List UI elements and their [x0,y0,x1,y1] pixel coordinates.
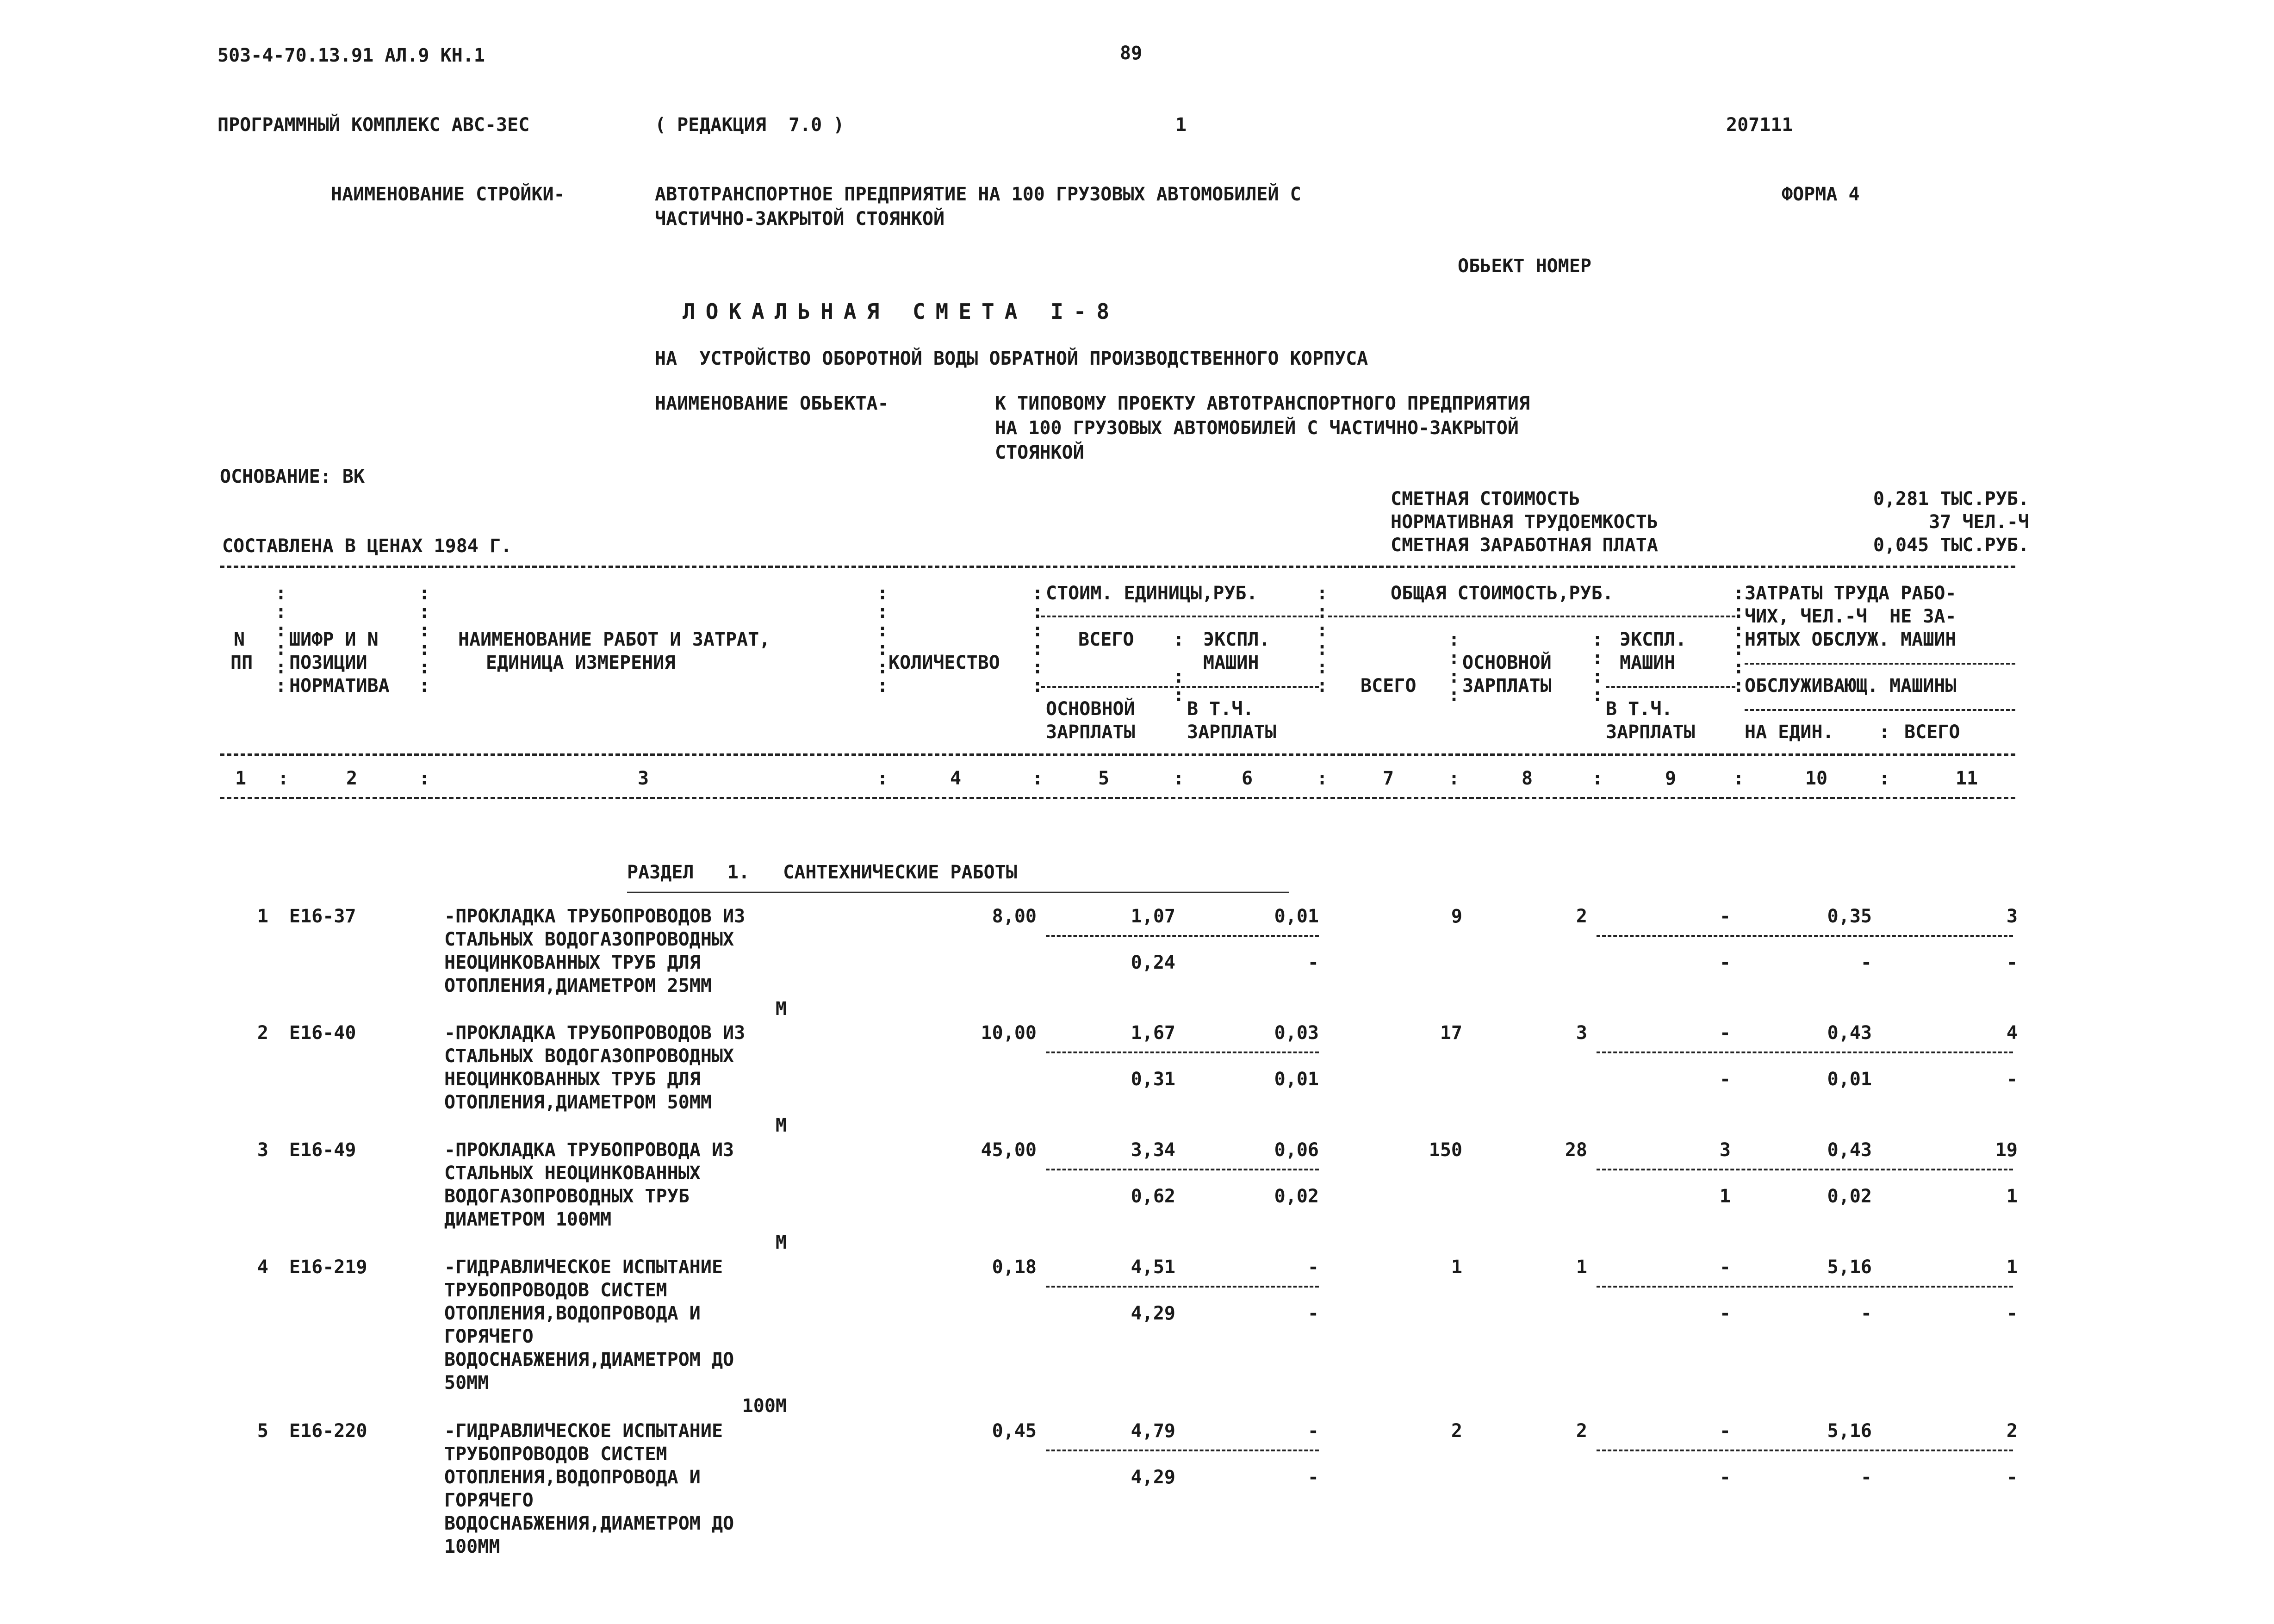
prices-year: СОСТАВЛЕНА В ЦЕНАХ 1984 Г. [222,535,512,557]
row-unit-salary: 0,31 [1131,1069,1175,1090]
row-total-basic: 1 [1576,1257,1587,1278]
page-number: 89 [1120,43,1143,64]
row-description-line: 50ММ [444,1372,489,1394]
table-header-rule [220,753,2015,756]
row-description-line: -ПРОКЛАДКА ТРУБОПРОВОДОВ ИЗ [444,1022,746,1044]
row-unit-cost: 1,07 [1131,906,1175,927]
object-line-1: К ТИПОВОМУ ПРОЕКТУ АВТОТРАНСПОРТНОГО ПРЕДПРИЯТИЯ [995,393,1530,414]
row-total-expl-salary: 1 [1719,1186,1731,1207]
header-name-1: НАИМЕНОВАНИЕ РАБОТ И ЗАТРАТ, [458,629,770,650]
header-separators-2: : : : : : : [419,583,430,697]
program-code: 207111 [1726,114,1793,136]
basis: ОСНОВАНИЕ: ВК [220,466,365,487]
col-sep: : [1173,768,1185,789]
row-unit: 100М [742,1395,787,1417]
header-labor-sep: : [1879,722,1890,743]
row-unit-expl-salary: - [1307,1467,1319,1488]
row-labor-per-unit: 5,16 [1827,1257,1872,1278]
construction-line-2: ЧАСТИЧНО-ЗАКРЫТОЙ СТОЯНКОЙ [655,208,945,230]
row-description-line: ВОДОГАЗОПРОВОДНЫХ ТРУБ [444,1186,690,1207]
row-code: Е16-219 [289,1257,367,1278]
row-total: 150 [1429,1139,1462,1161]
header-code-2: ПОЗИЦИИ [289,652,367,673]
col-number-4: 4 [950,768,962,789]
row-machine-total: - [2006,1467,2018,1488]
construction-label: НАИМЕНОВАНИЕ СТРОЙКИ- [331,184,565,205]
row-total-expl: - [1719,1022,1731,1044]
header-quantity: КОЛИЧЕСТВО [888,652,1000,673]
col-number-3: 3 [637,768,649,789]
sheet-number: 1 [1175,114,1187,136]
row-subrule-unit [1046,935,1319,937]
header-pp: ПП [230,652,253,673]
program-edition: ( РЕДАКЦИЯ 7.0 ) [655,114,845,136]
summary-value-3: 0,045 ТЫС.РУБ. [1873,535,2029,556]
row-description-line: ВОДОСНАБЖЕНИЯ,ДИАМЕТРОМ ДО [444,1513,734,1534]
row-quantity: 0,18 [992,1257,1037,1278]
row-unit-expl-salary: 0,01 [1274,1069,1319,1090]
row-labor-total: 1 [2006,1257,2018,1278]
row-total-basic: 2 [1576,906,1587,927]
row-total-expl-salary: - [1719,952,1731,973]
header-labor-3: НЯТЫХ ОБСЛУЖ. МАШИН [1745,629,1957,650]
row-labor-total: 3 [2006,906,2018,927]
object-label: НАИМЕНОВАНИЕ ОБЬЕКТА- [655,393,889,414]
row-unit-expl: - [1307,1420,1319,1442]
row-code: Е16-49 [289,1139,356,1161]
header-total-cost: ОБЩАЯ СТОИМОСТЬ,РУБ. [1391,583,1614,604]
row-unit-expl-salary: - [1307,1303,1319,1324]
header-labor-4: ОБСЛУЖИВАЮЩ. МАШИНЫ [1745,675,1957,697]
row-labor-per-unit: 0,43 [1827,1022,1872,1044]
row-description-line: ОТОПЛЕНИЯ,ДИАМЕТРОМ 25ММ [444,975,712,996]
header-labor-total: ВСЕГО [1904,722,1960,743]
row-description-line: -ГИДРАВЛИЧЕСКОЕ ИСПЫТАНИЕ [444,1257,723,1278]
row-description-line: -ПРОКЛАДКА ТРУБОПРОВОДА ИЗ [444,1139,734,1161]
summary-label-3: СМЕТНАЯ ЗАРАБОТНАЯ ПЛАТА [1391,535,1658,556]
row-subrule-unit [1046,1052,1319,1053]
row-unit-expl-salary: - [1307,952,1319,973]
header-total-salary: ЗАРПЛАТЫ [1462,675,1552,697]
row-machine-per-unit: 0,02 [1827,1186,1872,1207]
header-labor-1: ЗАТРАТЫ ТРУДА РАБО- [1745,583,1957,604]
col-sep: : [419,768,430,789]
row-description-line: ВОДОСНАБЖЕНИЯ,ДИАМЕТРОМ ДО [444,1349,734,1370]
row-description-line: ТРУБОПРОВОДОВ СИСТЕМ [444,1444,667,1465]
row-unit-expl: - [1307,1257,1319,1278]
row-unit-cost: 4,79 [1131,1420,1175,1442]
row-quantity: 10,00 [981,1022,1037,1044]
document-code: 503-4-70.13.91 АЛ.9 КН.1 [217,45,485,66]
table-numbers-rule [220,797,2015,799]
row-subrule-total [1597,1052,2013,1053]
row-code: Е16-220 [289,1420,367,1442]
row-description-line: НЕОЦИНКОВАННЫХ ТРУБ ДЛЯ [444,1069,701,1090]
header-machines: МАШИН [1203,652,1259,673]
summary-label-1: СМЕТНАЯ СТОИМОСТЬ [1391,488,1580,510]
row-labor-total: 2 [2006,1420,2018,1442]
col-number-11: 11 [1955,768,1978,789]
row-total: 2 [1451,1420,1462,1442]
header-n: N [234,629,245,650]
row-description-line: СТАЛЬНЫХ НЕОЦИНКОВАННЫХ [444,1163,701,1184]
form-number: ФОРМА 4 [1782,184,1860,205]
row-total-expl: 3 [1719,1139,1731,1161]
row-machine-per-unit: - [1860,1303,1872,1324]
col-sep: : [278,768,289,789]
col-number-10: 10 [1805,768,1828,789]
row-total-expl: - [1719,1420,1731,1442]
estimate-subject: НА УСТРОЙСТВО ОБОРОТНОЙ ВОДЫ ОБРАТНОЙ ПРОИЗВОДСТВЕННОГО КОРПУСА [655,348,1368,369]
row-code: Е16-37 [289,906,356,927]
section-title: РАЗДЕЛ 1. САНТЕХНИЧЕСКИЕ РАБОТЫ [627,862,1017,883]
header-all: ВСЕГО [1078,629,1134,650]
row-machine-total: 1 [2006,1186,2018,1207]
col-sep: : [1879,768,1890,789]
row-total: 9 [1451,906,1462,927]
row-description-line: ДИАМЕТРОМ 100ММ [444,1209,612,1230]
row-number: 1 [257,906,268,927]
row-machine-per-unit: - [1860,1467,1872,1488]
row-unit-salary: 4,29 [1131,1303,1175,1324]
col-sep: : [1317,768,1328,789]
col-sep: : [1733,768,1745,789]
header-total-all: ВСЕГО [1361,675,1417,697]
summary-label-2: НОРМАТИВНАЯ ТРУДОЕМКОСТЬ [1391,511,1658,533]
summary-value-1: 0,281 ТЫС.РУБ. [1873,488,2029,510]
header-rule-total [1328,616,1735,617]
row-unit-expl-salary: 0,02 [1274,1186,1319,1207]
header-basic: ОСНОВНОЙ [1046,698,1135,720]
row-total-basic: 28 [1565,1139,1587,1161]
row-machine-per-unit: - [1860,952,1872,973]
col-number-6: 6 [1241,768,1253,789]
header-per-unit: НА ЕДИН. [1745,722,1834,743]
construction-line-1: АВТОТРАНСПОРТНОЕ ПРЕДПРИЯТИЕ НА 100 ГРУЗОВЫХ АВТОМОБИЛЕЙ С [655,184,1301,205]
object-line-2: НА 100 ГРУЗОВЫХ АВТОМОБИЛЕЙ С ЧАСТИЧНО-ЗАКРЫТОЙ [995,417,1519,439]
header-rule-labor [1745,663,2015,665]
row-total-expl-salary: - [1719,1467,1731,1488]
row-number: 3 [257,1139,268,1161]
row-subrule-total [1597,1286,2013,1288]
row-description-line: ОТОПЛЕНИЯ,ВОДОПРОВОДА И [444,1303,701,1324]
col-number-5: 5 [1098,768,1110,789]
row-quantity: 0,45 [992,1420,1037,1442]
row-description-line: ТРУБОПРОВОДОВ СИСТЕМ [444,1280,667,1301]
row-machine-per-unit: 0,01 [1827,1069,1872,1090]
row-subrule-total [1597,1450,2013,1451]
row-total-basic: 2 [1576,1420,1587,1442]
row-description-line: ОТОПЛЕНИЯ,ВОДОПРОВОДА И [444,1467,701,1488]
row-unit-salary: 0,24 [1131,952,1175,973]
row-code: Е16-40 [289,1022,356,1044]
row-description-line: -ГИДРАВЛИЧЕСКОЕ ИСПЫТАНИЕ [444,1420,723,1442]
row-number: 2 [257,1022,268,1044]
row-description-line: 100ММ [444,1536,500,1557]
estimate-title: ЛОКАЛЬНАЯ СМЕТА I-8 [683,299,1120,324]
table-top-rule [220,566,2015,568]
row-labor-total: 19 [1995,1139,2018,1161]
row-number: 4 [257,1257,268,1278]
row-labor-per-unit: 0,35 [1827,906,1872,927]
summary-value-2: 37 ЧЕЛ.-Ч [1929,511,2029,533]
header-total-machines: МАШИН [1620,652,1676,673]
section-underline [627,891,1289,893]
row-total: 1 [1451,1257,1462,1278]
row-unit: М [775,998,787,1020]
header-separators-6: : : : : : : [1733,583,1745,697]
header-expl: ЭКСПЛ. [1203,629,1270,650]
row-quantity: 45,00 [981,1139,1037,1161]
col-sep: : [1592,768,1603,789]
header-separators-3: : : : : : : [877,583,888,697]
header-rule-unit-2 [1041,686,1319,688]
header-incl: В Т.Ч. [1187,698,1254,720]
header-salary-2: ЗАРПЛАТЫ [1187,722,1276,743]
header-code-1: ШИФР И N [289,629,379,650]
row-unit-cost: 4,51 [1131,1257,1175,1278]
row-quantity: 8,00 [992,906,1037,927]
col-number-1: 1 [235,768,247,789]
row-subrule-unit [1046,1286,1319,1288]
program-name: ПРОГРАММНЫЙ КОМПЛЕКС АВС-3ЕС [217,114,530,136]
row-total-expl-salary: - [1719,1069,1731,1090]
header-separators: : : : : : : [275,583,287,697]
row-description-line: ГОРЯЧЕГО [444,1326,534,1347]
header-unit-cost: СТОИМ. ЕДИНИЦЫ,РУБ. [1046,583,1258,604]
header-labor-2: ЧИХ, ЧЕЛ.-Ч НЕ ЗА- [1745,606,1957,627]
row-unit-salary: 4,29 [1131,1467,1175,1488]
row-unit-expl: 0,03 [1274,1022,1319,1044]
col-number-7: 7 [1382,768,1394,789]
row-machine-total: - [2006,952,2018,973]
row-total-basic: 3 [1576,1022,1587,1044]
row-description-line: ОТОПЛЕНИЯ,ДИАМЕТРОМ 50ММ [444,1092,712,1113]
row-number: 5 [257,1420,268,1442]
header-total-salary-2: ЗАРПЛАТЫ [1606,722,1695,743]
row-description-line: СТАЛЬНЫХ ВОДОГАЗОПРОВОДНЫХ [444,929,734,950]
row-subrule-unit [1046,1169,1319,1170]
header-separators-7: : : : [1173,629,1185,706]
row-description-line: -ПРОКЛАДКА ТРУБОПРОВОДОВ ИЗ [444,906,746,927]
col-sep: : [1032,768,1044,789]
header-separators-9: : : : : [1592,629,1603,706]
header-separators-5: : : : : : : [1317,583,1328,697]
row-description-line: ГОРЯЧЕГО [444,1490,534,1511]
row-description-line: НЕОЦИНКОВАННЫХ ТРУБ ДЛЯ [444,952,701,973]
header-rule-labor-2 [1745,709,2015,711]
col-sep: : [877,768,888,789]
row-machine-total: - [2006,1303,2018,1324]
col-number-2: 2 [346,768,358,789]
row-unit-expl: 0,06 [1274,1139,1319,1161]
header-rule-total-2 [1606,686,1735,688]
row-total-expl: - [1719,906,1731,927]
row-labor-total: 4 [2006,1022,2018,1044]
object-number: ОБЬЕКТ НОМЕР [1458,255,1591,277]
object-line-3: СТОЯНКОЙ [995,442,1084,463]
header-separators-4: : : : : : : [1032,583,1044,697]
header-name-2: ЕДИНИЦА ИЗМЕРЕНИЯ [486,652,676,673]
header-total-incl: В Т.Ч. [1606,698,1673,720]
row-description-line: СТАЛЬНЫХ ВОДОГАЗОПРОВОДНЫХ [444,1045,734,1067]
row-unit-expl: 0,01 [1274,906,1319,927]
row-subrule-total [1597,1169,2013,1170]
header-total-basic: ОСНОВНОЙ [1462,652,1552,673]
col-number-9: 9 [1665,768,1677,789]
row-labor-per-unit: 5,16 [1827,1420,1872,1442]
row-subrule-unit [1046,1450,1319,1451]
row-unit-cost: 1,67 [1131,1022,1175,1044]
header-separators-8: : : : : [1448,629,1460,706]
row-total-expl: - [1719,1257,1731,1278]
row-labor-per-unit: 0,43 [1827,1139,1872,1161]
row-machine-total: - [2006,1069,2018,1090]
col-number-8: 8 [1521,768,1533,789]
header-code-3: НОРМАТИВА [289,675,390,697]
header-salary: ЗАРПЛАТЫ [1046,722,1135,743]
row-unit-cost: 3,34 [1131,1139,1175,1161]
row-unit-salary: 0,62 [1131,1186,1175,1207]
header-total-expl: ЭКСПЛ. [1620,629,1687,650]
row-unit: М [775,1232,787,1253]
row-total: 17 [1440,1022,1462,1044]
row-subrule-total [1597,935,2013,937]
header-rule-unit [1041,616,1319,617]
row-total-expl-salary: - [1719,1303,1731,1324]
row-unit: М [775,1115,787,1136]
col-sep: : [1448,768,1460,789]
